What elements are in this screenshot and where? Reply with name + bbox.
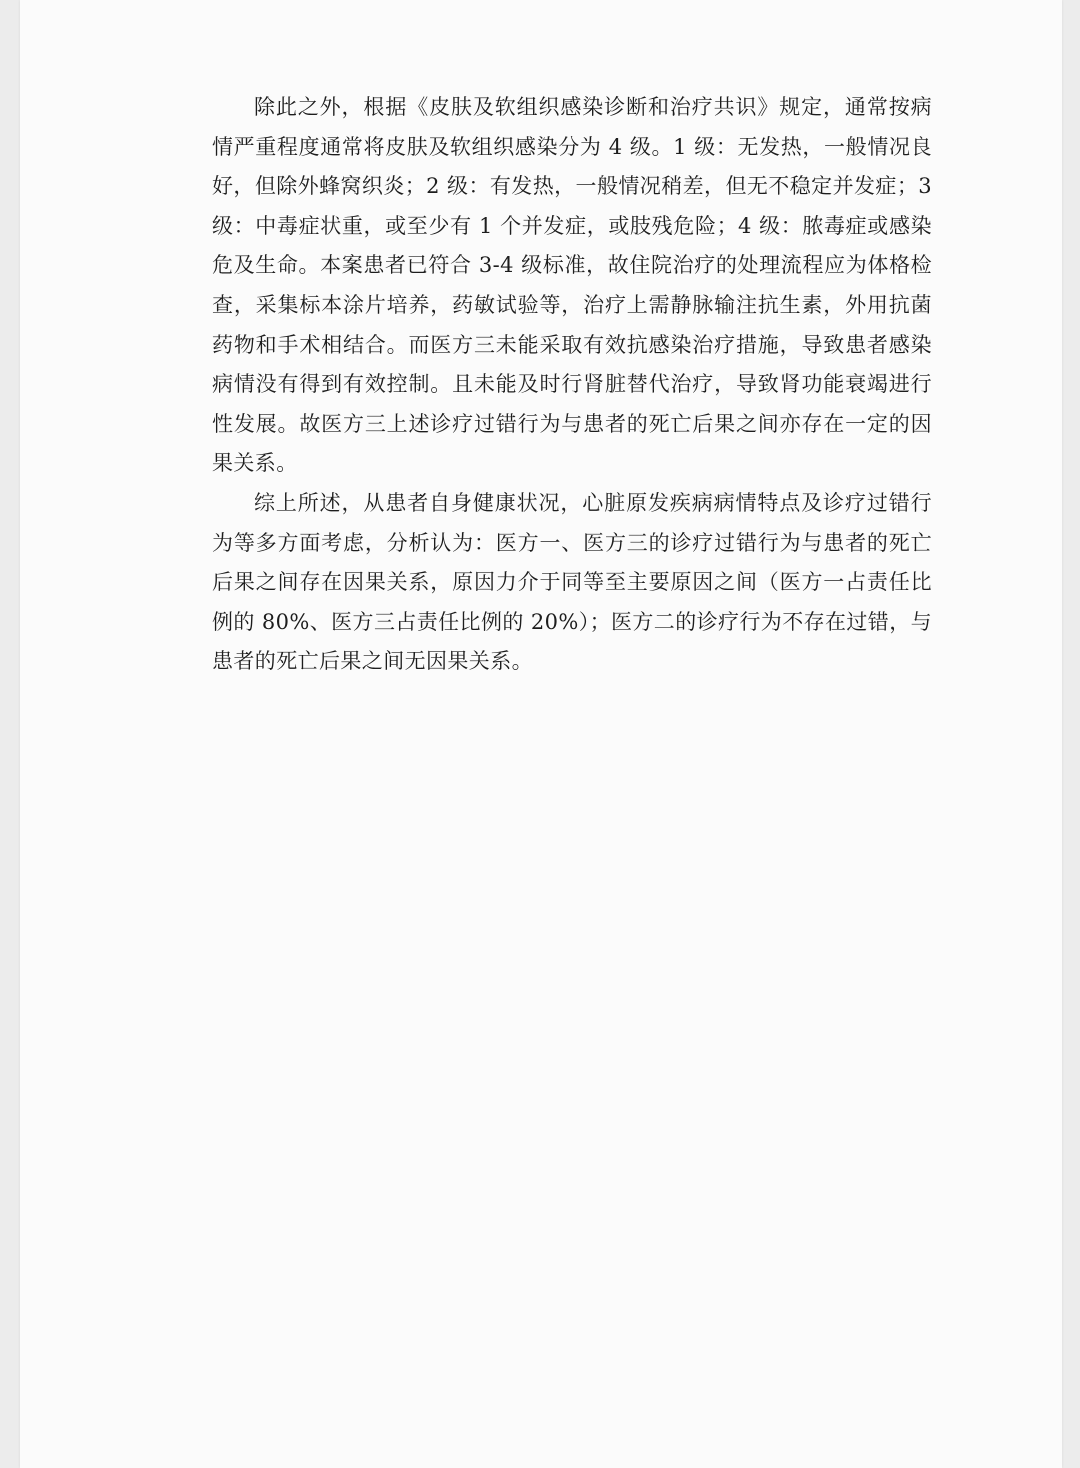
- document-page: [20, 0, 1062, 1468]
- paragraph-infection-grading: 除此之外，根据《皮肤及软组织感染诊断和治疗共识》规定，通常按病情严重程度通常将皮肤及软组织感染分为 4 级。1 级：无发热，一般情况良好，但除外蜂窝织炎；2 级：有发热，一般情况稍差，但无不稳定并发症；3 级：中毒症状重，或至少有 1 个并发症，或肢残危险；4 级：脓毒症或感染危及生命。本案患者已符合 3-4 级标准，故住院治疗的处理流程应为体格检查，采集标本涂片培养，药敏试验等，治疗上需静脉输注抗生素，外用抗菌药物和手术相结合。而医方三未能采取有效抗感染治疗措施，导致患者感染病情没有得到有效控制。且未能及时行肾脏替代治疗，导致肾功能衰竭进行性发展。故医方三上述诊疗过错行为与患者的死亡后果之间亦存在一定的因果关系。: [212, 95, 932, 476]
- paragraph-conclusion: 综上所述，从患者自身健康状况，心脏原发疾病病情特点及诊疗过错行为等多方面考虑，分析认为：医方一、医方三的诊疗过错行为与患者的死亡后果之间存在因果关系，原因力介于同等至主要原因之间（医方一占责任比例的 80%、医方三占责任比例的 20%）；医方二的诊疗行为不存在过错，与患者的死亡后果之间无因果关系。: [212, 490, 932, 674]
- document-body: [212, 88, 932, 682]
